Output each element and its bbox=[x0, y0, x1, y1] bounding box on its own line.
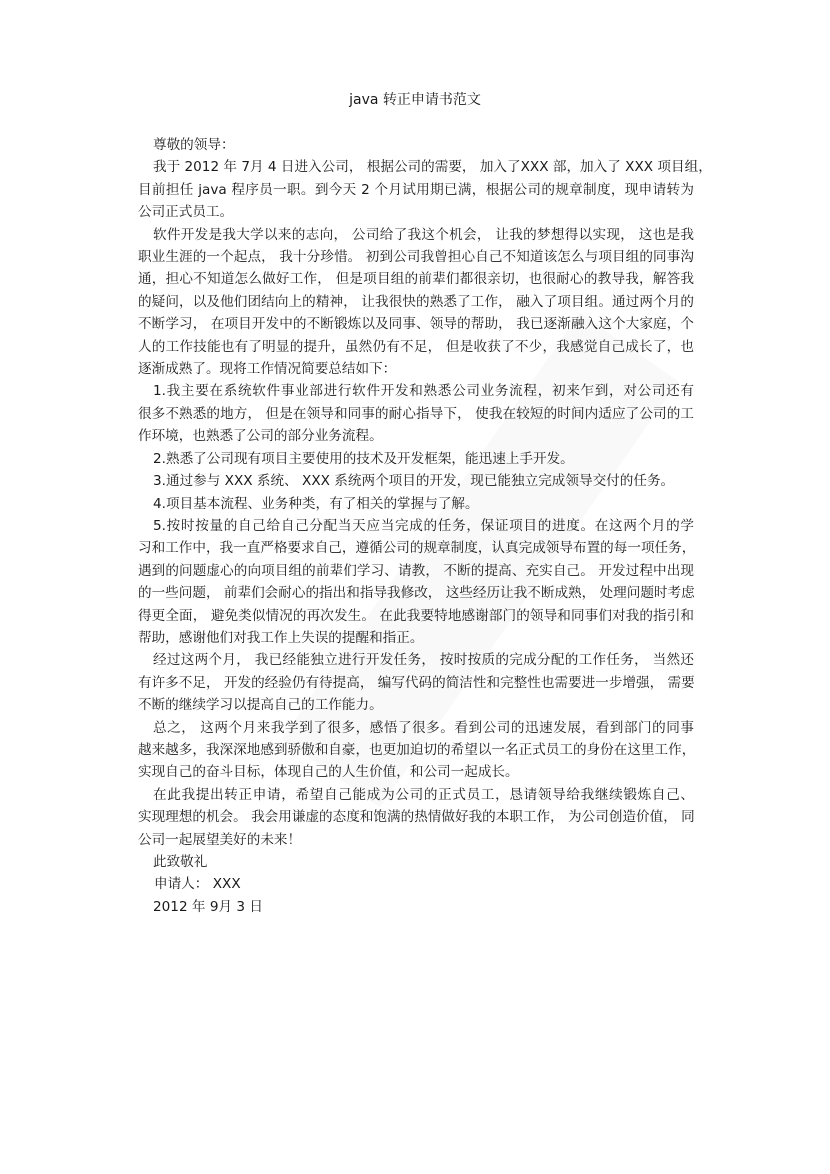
text-line: 人的工作技能也有了明显的提升，虽然仍有不足， 但是收获了不少，我感觉自己成长了，也 bbox=[138, 338, 694, 355]
paragraph bbox=[138, 224, 694, 381]
closing: 此致敬礼 bbox=[153, 854, 208, 870]
paragraph bbox=[138, 717, 694, 784]
text-line: 软件开发是我大学以来的志向， 公司给了我这个机会， 让我的梦想得以实现， 这也是我 bbox=[153, 226, 694, 243]
document-title: java 转正申请书范文 bbox=[349, 92, 481, 108]
text-line: 4.项目基本流程、业务种类，有了相关的掌握与了解。 bbox=[153, 495, 479, 512]
text-line: 有许多不足， 开发的经验仍有待提高， 编写代码的简洁性和完整性也需要进一步增强， 需要 bbox=[138, 674, 695, 691]
paragraph bbox=[138, 156, 712, 223]
text-line: 我于 2012 年 7月 4 日进入公司， 根据公司的需要， 加入了XXX 部，加入了 XXX 项目组， bbox=[153, 159, 712, 176]
text-line: 通，担心不知道怎么做好工作， 但是项目组的前辈们都很亲切，也很耐心的教导我，解答我 bbox=[138, 271, 694, 288]
document-body bbox=[138, 134, 712, 918]
text-line: 作环境，也熟悉了公司的部分业务流程。 bbox=[138, 428, 383, 445]
text-line: 逐渐成熟了。现将工作情况简要总结如下： bbox=[138, 361, 397, 378]
text-line: 不断的继续学习以提高自己的工作能力。 bbox=[138, 697, 383, 714]
paragraph bbox=[138, 515, 694, 649]
text-line: 公司正式员工。 bbox=[138, 204, 234, 221]
paragraph bbox=[138, 470, 694, 492]
text-line: 2.熟悉了公司现有项目主要使用的技术及开发框架，能迅速上手开发。 bbox=[153, 450, 574, 467]
text-line: 实现自己的奋斗目标，体现自己的人生价值，和公司一起成长。 bbox=[138, 764, 519, 781]
text-line: 越来越多，我深深地感到骄傲和自豪，也更加迫切的希望以一名正式员工的身份在这里工作， bbox=[138, 741, 696, 758]
text-line: 尊敬的领导： bbox=[153, 137, 235, 153]
text-line: 职业生涯的一个起点， 我十分珍惜。 初到公司我曾担心自己不知道该怎么与项目组的同事沟 bbox=[138, 249, 694, 266]
text-line: 实现理想的机会。 我会用谦虚的态度和饱满的热情做好我的本职工作， 为公司创造价值， 同 bbox=[138, 809, 695, 826]
text-line: 不断学习， 在项目开发中的不断锻炼以及同事、领导的帮助， 我已逐渐融入这个大家庭，个 bbox=[138, 316, 694, 333]
text-line: 的疑问，以及他们团结向上的精神， 让我很快的熟悉了工作， 融入了项目组。通过两个月的 bbox=[138, 293, 694, 310]
text-line: 经过这两个月， 我已经能独立进行开发任务， 按时按质的完成分配的工作任务， 当然还 bbox=[153, 652, 694, 669]
text-line: 习和工作中，我一直严格要求自己，遵循公司的规章制度，认真完成领导布置的每一项任务， bbox=[138, 540, 696, 557]
salutation bbox=[138, 134, 694, 156]
text-line: 遇到的问题虚心的向项目组的前辈们学习、请教， 不断的提高、充实自己。 开发过程中出现 bbox=[138, 562, 694, 579]
text-line: 的一些问题， 前辈们会耐心的指出和指导我修改， 这些经历让我不断成熟， 处理问题时考虑 bbox=[138, 585, 695, 602]
text-line: 在此我提出转正申请，希望自己能成为公司的正式员工，恳请领导给我继续锻炼自己、 bbox=[153, 786, 694, 803]
text-line: 得更全面， 避免类似情况的再次发生。 在此我要特地感谢部门的领导和同事们对我的指引和 bbox=[138, 607, 694, 624]
paragraph bbox=[138, 784, 694, 851]
text-line: 很多不熟悉的地方， 但是在领导和同事的耐心指导下， 使我在较短的时间内适应了公司的工 bbox=[138, 405, 694, 422]
date-line: 2012 年 9月 3 日 bbox=[153, 898, 263, 915]
paragraph bbox=[138, 649, 694, 716]
text-line: 5.按时按量的自己给自己分配当天应当完成的任务，保证项目的进度。在这两个月的学 bbox=[153, 517, 694, 534]
text-line: 1.我主要在系统软件事业部进行软件开发和熟悉公司业务流程，初来乍到，对公司还有 bbox=[153, 383, 694, 400]
text-line: 公司一起展望美好的未来！ bbox=[138, 831, 302, 848]
text-line: 总之， 这两个月来我学到了很多，感悟了很多。看到公司的迅速发展，看到部门的同事 bbox=[153, 719, 694, 736]
text-line: 目前担任 java 程序员一职。到今天 2 个月试用期已满，根据公司的规章制度，现申请转为 bbox=[138, 181, 694, 198]
applicant-line: 申请人： XXX bbox=[154, 876, 241, 893]
paragraph bbox=[138, 493, 694, 515]
text-line: 3.通过参与 XXX 系统、 XXX 系统两个项目的开发，现已能独立完成领导交付的任务。 bbox=[153, 473, 675, 490]
text-line: 帮助，感谢他们对我工作上失误的提醒和指正。 bbox=[138, 629, 424, 646]
paragraph bbox=[138, 448, 694, 470]
paragraph bbox=[138, 380, 694, 447]
